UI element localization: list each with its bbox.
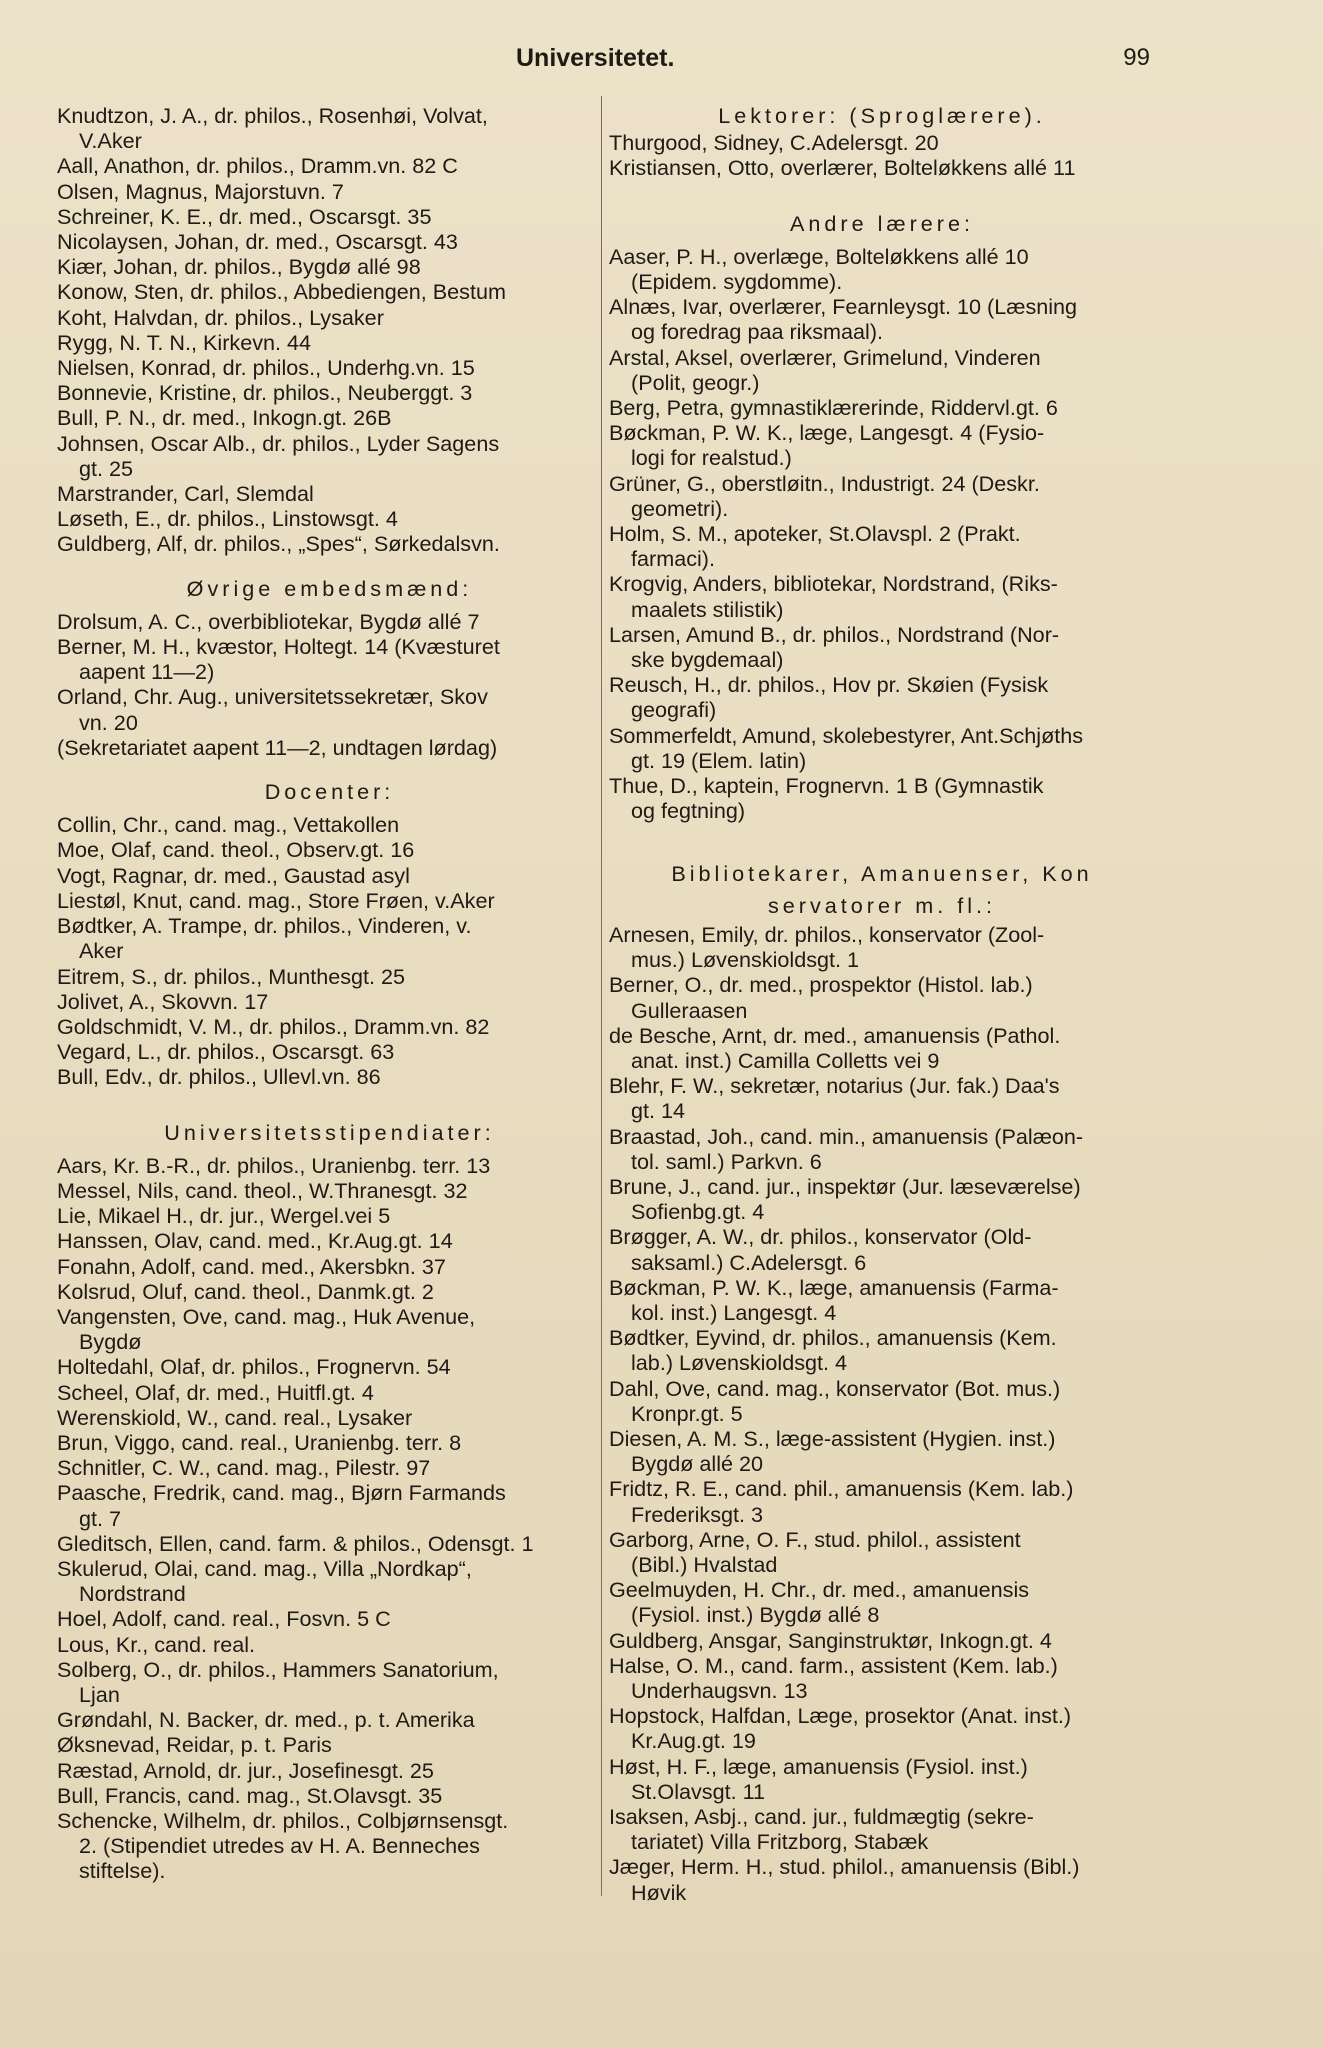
list-entry bbox=[609, 395, 1155, 420]
list-entry bbox=[57, 153, 602, 178]
entry-text: Johnsen, Oscar Alb., dr. philos., Lyder Sagens bbox=[57, 430, 500, 456]
entry-text: Kolsrud, Oluf, cand. theol., Danmk.gt. 2 bbox=[57, 1278, 434, 1304]
list-entry bbox=[609, 1376, 1155, 1426]
list-entry bbox=[609, 1754, 1155, 1804]
entry-continuation: gt. 7 bbox=[79, 1505, 122, 1531]
entry-text: Schreiner, K. E., dr. med., Oscarsgt. 35 bbox=[57, 203, 432, 229]
entry-text: Kristiansen, Otto, overlærer, Bolteløkkens allé 11 bbox=[609, 155, 1076, 181]
entry-continuation: stiftelse). bbox=[79, 1858, 166, 1884]
entry-text: Alnæs, Ivar, overlærer, Fearnleysgt. 10 (Læsning bbox=[609, 294, 1078, 320]
entry-text: Eitrem, S., dr. philos., Munthesgt. 25 bbox=[57, 963, 406, 989]
entry-text: Knudtzon, J. A., dr. philos., Rosenhøi, Volvat, bbox=[57, 103, 488, 128]
list-entry bbox=[57, 279, 602, 304]
entry-text: Dahl, Ove, cand. mag., konservator (Bot. mus.) bbox=[609, 1375, 1061, 1401]
entry-continuation: ske bygdemaal) bbox=[631, 647, 784, 673]
entry-text: Bull, Francis, cand. mag., St.Olavsgt. 35 bbox=[57, 1782, 443, 1808]
list-entry bbox=[57, 1531, 602, 1556]
list-entry bbox=[57, 1304, 602, 1354]
list-entry bbox=[609, 1174, 1155, 1224]
entry-text: (Sekretariatet aapent 11—2, undtagen lørdag) bbox=[57, 734, 498, 760]
list-entry bbox=[57, 1014, 602, 1039]
entry-continuation: lab.) Løvenskioldsgt. 4 bbox=[631, 1350, 848, 1376]
entry-continuation: Ljan bbox=[79, 1681, 120, 1707]
list-entry bbox=[57, 1354, 602, 1379]
heading-docenter: Docenter: bbox=[264, 779, 395, 805]
list-entry bbox=[57, 431, 602, 481]
entry-text: Goldschmidt, V. M., dr. philos., Dramm.vn. 82 bbox=[57, 1013, 490, 1039]
entry-text: Krogvig, Anders, bibliotekar, Nordstrand, (Riks- bbox=[609, 571, 1058, 597]
entry-text: Holm, S. M., apoteker, St.Olavspl. 2 (Prakt. bbox=[609, 521, 1021, 547]
entry-text: Larsen, Amund B., dr. philos., Nordstrand (Nor- bbox=[609, 621, 1060, 647]
list-entry bbox=[609, 622, 1155, 672]
list-entry bbox=[609, 1804, 1155, 1854]
list-entry bbox=[57, 913, 602, 963]
entry-text: Grüner, G., oberstløitn., Industrigt. 24 (Deskr. bbox=[609, 470, 1040, 496]
list-entry bbox=[609, 420, 1155, 470]
entry-text: Blehr, F. W., sekretær, notarius (Jur. fak.) Daa's bbox=[609, 1073, 1060, 1099]
list-entry bbox=[609, 1073, 1155, 1123]
entry-text: Aars, Kr. B.-R., dr. philos., Uranienbg. terr. 13 bbox=[57, 1152, 491, 1178]
entry-text: Marstrander, Carl, Slemdal bbox=[57, 481, 314, 507]
list-entry bbox=[57, 1203, 602, 1228]
entry-text: Thue, D., kaptein, Frognervn. 1 B (Gymnastik bbox=[609, 773, 1044, 799]
list-entry bbox=[609, 1653, 1155, 1703]
entry-text: Sommerfeldt, Amund, skolebestyrer, Ant.Schjøths bbox=[609, 722, 1084, 748]
entry-text: Bonnevie, Kristine, dr. philos., Neuberggt. 3 bbox=[57, 380, 473, 406]
entry-text: Geelmuyden, H. Chr., dr. med., amanuensis bbox=[609, 1577, 1030, 1603]
running-title: Universitetet. bbox=[516, 44, 675, 72]
entry-text: Halse, O. M., cand. farm., assistent (Kem. lab.) bbox=[609, 1652, 1058, 1678]
list-entry bbox=[57, 1455, 602, 1480]
entry-continuation: (Polit, geogr.) bbox=[631, 369, 760, 395]
list-entry bbox=[57, 1480, 602, 1530]
list-entry bbox=[57, 863, 602, 888]
entry-text: Gleditsch, Ellen, cand. farm. & philos., Odensgt. 1 bbox=[57, 1530, 534, 1556]
entry-continuation: kol. inst.) Langesgt. 4 bbox=[631, 1299, 837, 1325]
list-entry bbox=[57, 684, 602, 734]
entry-text: Diesen, A. M. S., læge-assistent (Hygien. inst.) bbox=[609, 1425, 1056, 1451]
entry-text: Reusch, H., dr. philos., Hov pr. Skøien (Fysisk bbox=[609, 672, 1049, 698]
heading-stipendiater: Universitetsstipendiater: bbox=[164, 1119, 495, 1145]
page-header bbox=[0, 44, 1323, 84]
entry-continuation: geografi) bbox=[631, 697, 717, 723]
list-entry bbox=[609, 1275, 1155, 1325]
list-entry bbox=[609, 130, 1155, 155]
entry-continuation: V.Aker bbox=[79, 128, 142, 154]
list-entry bbox=[57, 964, 602, 989]
list-entry bbox=[57, 1808, 602, 1884]
entry-text: Vegard, L., dr. philos., Oscarsgt. 63 bbox=[57, 1039, 395, 1065]
entry-continuation: vn. 20 bbox=[79, 709, 138, 735]
entry-text: Guldberg, Ansgar, Sanginstruktør, Inkogn.gt. 4 bbox=[609, 1627, 1052, 1653]
entry-text: Aaser, P. H., overlæge, Bolteløkkens allé 10 bbox=[609, 243, 1029, 269]
entry-continuation: mus.) Løvenskioldsgt. 1 bbox=[631, 947, 860, 973]
list-entry bbox=[609, 922, 1155, 972]
officials-list bbox=[57, 609, 602, 760]
list-entry bbox=[57, 1707, 602, 1732]
entry-continuation: Bygdø bbox=[79, 1329, 142, 1355]
entry-text: Grøndahl, N. Backer, dr. med., p. t. Amerika bbox=[57, 1707, 475, 1733]
entry-text: Brøgger, A. W., dr. philos., konservator (Old- bbox=[609, 1224, 1032, 1250]
list-entry bbox=[57, 1279, 602, 1304]
entry-text: Braastad, Joh., cand. min., amanuensis (Palæon- bbox=[609, 1123, 1084, 1149]
entry-text: Messel, Nils, cand. theol., W.Thranesgt. 32 bbox=[57, 1177, 468, 1203]
entry-continuation: gt. 25 bbox=[79, 455, 134, 481]
list-entry bbox=[57, 1064, 602, 1089]
entry-continuation: geometri). bbox=[631, 495, 729, 521]
entry-continuation: farmaci). bbox=[631, 546, 715, 572]
entry-text: Lie, Mikael H., dr. jur., Wergel.vei 5 bbox=[57, 1203, 391, 1229]
list-entry bbox=[609, 345, 1155, 395]
list-entry bbox=[57, 103, 602, 153]
list-entry bbox=[57, 1732, 602, 1757]
entry-text: Konow, Sten, dr. philos., Abbediengen, Bestum bbox=[57, 279, 506, 305]
list-entry bbox=[609, 1023, 1155, 1073]
entry-text: Hoel, Adolf, cand. real., Fosvn. 5 C bbox=[57, 1606, 391, 1632]
list-entry bbox=[57, 837, 602, 862]
entry-continuation: Gulleraasen bbox=[631, 997, 748, 1023]
heading-ovrige-embedsmaend: Øvrige embedsmænd: bbox=[186, 575, 473, 601]
entry-text: de Besche, Arnt, dr. med., amanuensis (Pathol. bbox=[609, 1022, 1061, 1048]
entry-continuation: tariatet) Villa Fritzborg, Stabæk bbox=[631, 1829, 929, 1855]
list-entry bbox=[57, 1556, 602, 1606]
heading-lektorer: Lektorer: (Sproglærere). bbox=[718, 103, 1046, 128]
list-entry bbox=[609, 1224, 1155, 1274]
list-entry bbox=[57, 609, 602, 634]
entry-text: Arnesen, Emily, dr. philos., konservator (Zool- bbox=[609, 921, 1045, 947]
list-entry bbox=[609, 723, 1155, 773]
entry-text: Garborg, Arne, O. F., stud. philol., assistent bbox=[609, 1526, 1021, 1552]
entry-text: Drolsum, A. C., overbibliotekar, Bygdø allé 7 bbox=[57, 608, 480, 634]
entry-continuation: Underhaugsvn. 13 bbox=[631, 1677, 808, 1703]
docenter-list bbox=[57, 812, 602, 1089]
list-entry bbox=[609, 672, 1155, 722]
entry-continuation: Sofienbg.gt. 4 bbox=[631, 1199, 765, 1225]
entry-text: Collin, Chr., cand. mag., Vettakollen bbox=[57, 812, 400, 838]
list-entry bbox=[57, 1783, 602, 1808]
entry-text: Paasche, Fredrik, cand. mag., Bjørn Farmands bbox=[57, 1480, 506, 1506]
list-entry bbox=[57, 1178, 602, 1203]
entry-text: Berner, M. H., kvæstor, Holtegt. 14 (Kvæsturet bbox=[57, 634, 500, 660]
entry-text: Werenskiold, W., cand. real., Lysaker bbox=[57, 1404, 413, 1430]
list-entry bbox=[609, 294, 1155, 344]
list-entry bbox=[57, 1153, 602, 1178]
list-entry bbox=[609, 1426, 1155, 1476]
entry-text: Arstal, Aksel, overlærer, Grimelund, Vinderen bbox=[609, 344, 1041, 370]
list-entry bbox=[57, 179, 602, 204]
entry-text: Aall, Anathon, dr. philos., Dramm.vn. 82 C bbox=[57, 153, 458, 179]
entry-text: Løseth, E., dr. philos., Linstowsgt. 4 bbox=[57, 506, 398, 532]
entry-text: Nielsen, Konrad, dr. philos., Underhg.vn. 15 bbox=[57, 355, 475, 381]
list-entry bbox=[57, 1039, 602, 1064]
entry-text: Schnitler, C. W., cand. mag., Pilestr. 97 bbox=[57, 1455, 431, 1481]
entry-continuation: anat. inst.) Camilla Colletts vei 9 bbox=[631, 1047, 940, 1073]
list-entry bbox=[57, 1405, 602, 1430]
entry-text: Schencke, Wilhelm, dr. philos., Colbjørnsensgt. bbox=[57, 1808, 509, 1833]
entry-continuation: gt. 14 bbox=[631, 1098, 686, 1124]
entry-text: Ræstad, Arnold, dr. jur., Josefinesgt. 25 bbox=[57, 1757, 434, 1783]
list-entry bbox=[57, 204, 602, 229]
list-entry bbox=[609, 1476, 1155, 1526]
page-number: 99 bbox=[1123, 44, 1150, 71]
heading-bibliotekarer-line2: servatorer m. fl.: bbox=[768, 892, 996, 918]
list-entry bbox=[57, 405, 602, 430]
list-entry bbox=[57, 1228, 602, 1253]
entry-text: Øksnevad, Reidar, p. t. Paris bbox=[57, 1732, 332, 1758]
list-entry bbox=[57, 1657, 602, 1707]
entry-continuation: gt. 19 (Elem. latin) bbox=[631, 747, 807, 773]
list-entry bbox=[57, 1632, 602, 1657]
entry-text: Nicolaysen, Johan, dr. med., Oscarsgt. 43 bbox=[57, 229, 458, 255]
entry-continuation: Nordstrand bbox=[79, 1581, 186, 1607]
entry-text: Holtedahl, Olaf, dr. philos., Frognervn. 54 bbox=[57, 1354, 451, 1380]
entry-text: Skulerud, Olai, cand. mag., Villa „Nordkap“, bbox=[57, 1555, 472, 1581]
entry-continuation: og fegtning) bbox=[631, 798, 746, 824]
right-column bbox=[609, 103, 1155, 1905]
list-entry bbox=[57, 735, 602, 760]
entry-continuation: Bygdø allé 20 bbox=[631, 1451, 764, 1477]
entry-continuation: tol. saml.) Parkvn. 6 bbox=[631, 1148, 822, 1174]
stipendiater-list bbox=[57, 1153, 602, 1884]
entry-continuation: (Bibl.) Hvalstad bbox=[631, 1551, 778, 1577]
entry-text: Berg, Petra, gymnastiklærerinde, Riddervl.gt. 6 bbox=[609, 395, 1058, 421]
lektorer-list bbox=[609, 130, 1155, 180]
entry-text: Solberg, O., dr. philos., Hammers Sanatorium, bbox=[57, 1656, 499, 1682]
list-entry bbox=[609, 521, 1155, 571]
entry-text: Brun, Viggo, cand. real., Uranienbg. terr. 8 bbox=[57, 1429, 462, 1455]
heading-andre-laerere: Andre lærere: bbox=[789, 210, 975, 236]
entry-continuation: St.Olavsgt. 11 bbox=[631, 1778, 766, 1804]
entry-text: Liestøl, Knut, cand. mag., Store Frøen, v.Aker bbox=[57, 887, 495, 913]
list-entry bbox=[609, 1703, 1155, 1753]
entry-text: Bøckman, P. W. K., læge, Langesgt. 4 (Fysio- bbox=[609, 420, 1045, 446]
list-entry bbox=[57, 531, 602, 556]
entry-text: Hanssen, Olav, cand. med., Kr.Aug.gt. 14 bbox=[57, 1228, 453, 1254]
list-entry bbox=[57, 355, 602, 380]
entry-text: Isaksen, Asbj., cand. jur., fuldmægtig (sekre- bbox=[609, 1804, 1034, 1829]
list-entry bbox=[609, 1577, 1155, 1627]
list-entry bbox=[57, 634, 602, 684]
list-entry bbox=[609, 244, 1155, 294]
list-entry bbox=[609, 972, 1155, 1022]
list-entry bbox=[57, 506, 602, 531]
list-entry bbox=[57, 1380, 602, 1405]
list-entry bbox=[57, 989, 602, 1014]
entry-continuation: Kronpr.gt. 5 bbox=[631, 1400, 743, 1426]
list-entry bbox=[57, 1254, 602, 1279]
list-entry bbox=[57, 330, 602, 355]
list-entry bbox=[57, 888, 602, 913]
entry-text: Guldberg, Alf, dr. philos., „Spes“, Sørkedalsvn. bbox=[57, 531, 500, 557]
entry-text: Scheel, Olaf, dr. med., Huitfl.gt. 4 bbox=[57, 1379, 374, 1405]
entry-text: Høst, H. F., læge, amanuensis (Fysiol. inst.) bbox=[609, 1753, 1028, 1779]
entry-text: Jolivet, A., Skovvn. 17 bbox=[57, 988, 269, 1014]
entry-text: Rygg, N. T. N., Kirkevn. 44 bbox=[57, 329, 312, 355]
list-entry bbox=[609, 1527, 1155, 1577]
entry-text: Hopstock, Halfdan, Læge, prosektor (Anat. inst.) bbox=[609, 1703, 1072, 1729]
entry-text: Fridtz, R. E., cand. phil., amanuensis (Kem. lab.) bbox=[609, 1476, 1074, 1502]
entry-text: Bull, Edv., dr. philos., Ullevl.vn. 86 bbox=[57, 1064, 381, 1090]
left-column bbox=[57, 103, 602, 1884]
entry-text: Bødtker, Eyvind, dr. philos., amanuensis (Kem. bbox=[609, 1325, 1057, 1351]
entry-text: Brune, J., cand. jur., inspektør (Jur. læseværelse) bbox=[609, 1173, 1081, 1199]
list-entry bbox=[57, 1758, 602, 1783]
entry-continuation: Høvik bbox=[631, 1879, 687, 1905]
entry-text: Orland, Chr. Aug., universitetssekretær, Skov bbox=[57, 684, 488, 710]
faculty-list bbox=[57, 103, 602, 557]
entry-continuation: maalets stilistik) bbox=[631, 596, 784, 622]
list-entry bbox=[609, 155, 1155, 180]
entry-continuation: saksaml.) C.Adelersgt. 6 bbox=[631, 1249, 867, 1275]
entry-text: Lous, Kr., cand. real. bbox=[57, 1631, 256, 1657]
entry-text: Bødtker, A. Trampe, dr. philos., Vinderen, v. bbox=[57, 913, 472, 939]
list-entry bbox=[57, 229, 602, 254]
list-entry bbox=[609, 1628, 1155, 1653]
list-entry bbox=[609, 1124, 1155, 1174]
bibliotekarer-list bbox=[609, 922, 1155, 1905]
entry-text: Olsen, Magnus, Majorstuvn. 7 bbox=[57, 178, 344, 204]
entry-continuation: Aker bbox=[79, 938, 124, 964]
entry-text: Bøckman, P. W. K., læge, amanuensis (Farma- bbox=[609, 1274, 1059, 1300]
heading-bibliotekarer-line1: Bibliotekarer, Amanuenser, Kon bbox=[671, 861, 1093, 887]
entry-continuation: logi for realstud.) bbox=[631, 445, 792, 471]
entry-text: Fonahn, Adolf, cand. med., Akersbkn. 37 bbox=[57, 1253, 446, 1279]
entry-text: Berner, O., dr. med., prospektor (Histol. lab.) bbox=[609, 972, 1033, 998]
entry-continuation: (Fysiol. inst.) Bygdø allé 8 bbox=[631, 1602, 880, 1628]
entry-text: Moe, Olaf, cand. theol., Observ.gt. 16 bbox=[57, 837, 415, 863]
andre-laerere-list bbox=[609, 244, 1155, 824]
entry-continuation: 2. (Stipendiet utredes av H. A. Benneches bbox=[79, 1833, 480, 1859]
list-entry bbox=[609, 571, 1155, 621]
list-entry bbox=[57, 1430, 602, 1455]
entry-continuation: Frederiksgt. 3 bbox=[631, 1501, 764, 1527]
entry-continuation: Kr.Aug.gt. 19 bbox=[631, 1728, 756, 1754]
list-entry bbox=[57, 1606, 602, 1631]
list-entry bbox=[57, 305, 602, 330]
entry-continuation: aapent 11—2) bbox=[79, 659, 215, 685]
list-entry bbox=[609, 471, 1155, 521]
entry-text: Kiær, Johan, dr. philos., Bygdø allé 98 bbox=[57, 254, 421, 280]
entry-continuation: og foredrag paa riksmaal). bbox=[631, 319, 884, 345]
entry-continuation: (Epidem. sygdomme). bbox=[631, 269, 843, 295]
entry-text: Vangensten, Ove, cand. mag., Huk Avenue, bbox=[57, 1303, 476, 1329]
list-entry bbox=[57, 481, 602, 506]
list-entry bbox=[609, 1854, 1155, 1904]
list-entry bbox=[609, 773, 1155, 823]
list-entry bbox=[57, 812, 602, 837]
list-entry bbox=[57, 380, 602, 405]
entry-text: Vogt, Ragnar, dr. med., Gaustad asyl bbox=[57, 862, 410, 888]
entry-text: Thurgood, Sidney, C.Adelersgt. 20 bbox=[609, 130, 939, 156]
entry-text: Bull, P. N., dr. med., Inkogn.gt. 26B bbox=[57, 405, 392, 431]
list-entry bbox=[609, 1325, 1155, 1375]
list-entry bbox=[57, 254, 602, 279]
entry-text: Jæger, Herm. H., stud. philol., amanuensis (Bibl.) bbox=[609, 1854, 1080, 1880]
entry-text: Koht, Halvdan, dr. philos., Lysaker bbox=[57, 304, 384, 330]
